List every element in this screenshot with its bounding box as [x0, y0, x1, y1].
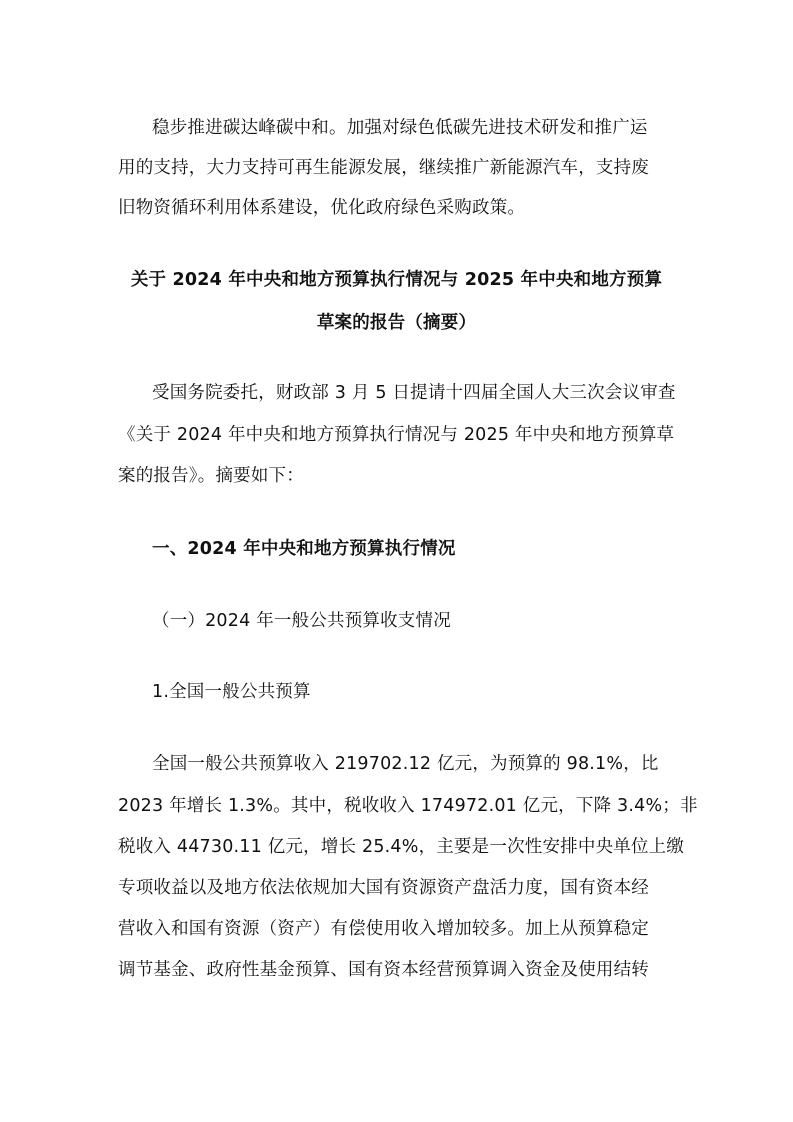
paragraph-line: 税收入 44730.11 亿元，增长 25.4%，主要是一次性安排中央单位上缴: [118, 837, 685, 857]
document-title-line: 关于 2024 年中央和地方预算执行情况与 2025 年中央和地方预算: [130, 270, 663, 290]
document-title-line: 草案的报告（摘要）: [316, 313, 477, 333]
paragraph-line: 稳步推进碳达峰碳中和。加强对绿色低碳先进技术研发和推广运: [152, 118, 648, 138]
paragraph-line: 2023 年增长 1.3%。其中，税收收入 174972.01 亿元，下降 3.4%；非: [118, 796, 698, 816]
section-heading: 一、2024 年中央和地方预算执行情况: [152, 539, 456, 559]
subsection-heading: （一）2024 年一般公共预算收支情况: [152, 611, 451, 631]
paragraph-line: 专项收益以及地方依法依规加大国有资源资产盘活力度，国有资本经: [118, 878, 649, 898]
paragraph-line: 全国一般公共预算收入 219702.12 亿元，为预算的 98.1%，比: [152, 754, 659, 774]
item-heading: 1.全国一般公共预算: [152, 682, 311, 702]
paragraph-line: 用的支持，大力支持可再生能源发展，继续推广新能源汽车，支持废: [118, 158, 649, 178]
paragraph-line: 案的报告》。摘要如下：: [118, 466, 304, 486]
paragraph-line: 营收入和国有资源（资产）有偿使用收入增加较多。加上从预算稳定: [118, 919, 649, 939]
paragraph-line: 旧物资循环利用体系建设，优化政府绿色采购政策。: [118, 198, 526, 218]
paragraph-line: 受国务院委托，财政部 3 月 5 日提请十四届全国人大三次会议审查: [152, 383, 676, 403]
paragraph-line: 《关于 2024 年中央和地方预算执行情况与 2025 年中央和地方预算草: [118, 425, 675, 445]
paragraph-line: 调节基金、政府性基金预算、国有资本经营预算调入资金及使用结转: [118, 960, 649, 980]
